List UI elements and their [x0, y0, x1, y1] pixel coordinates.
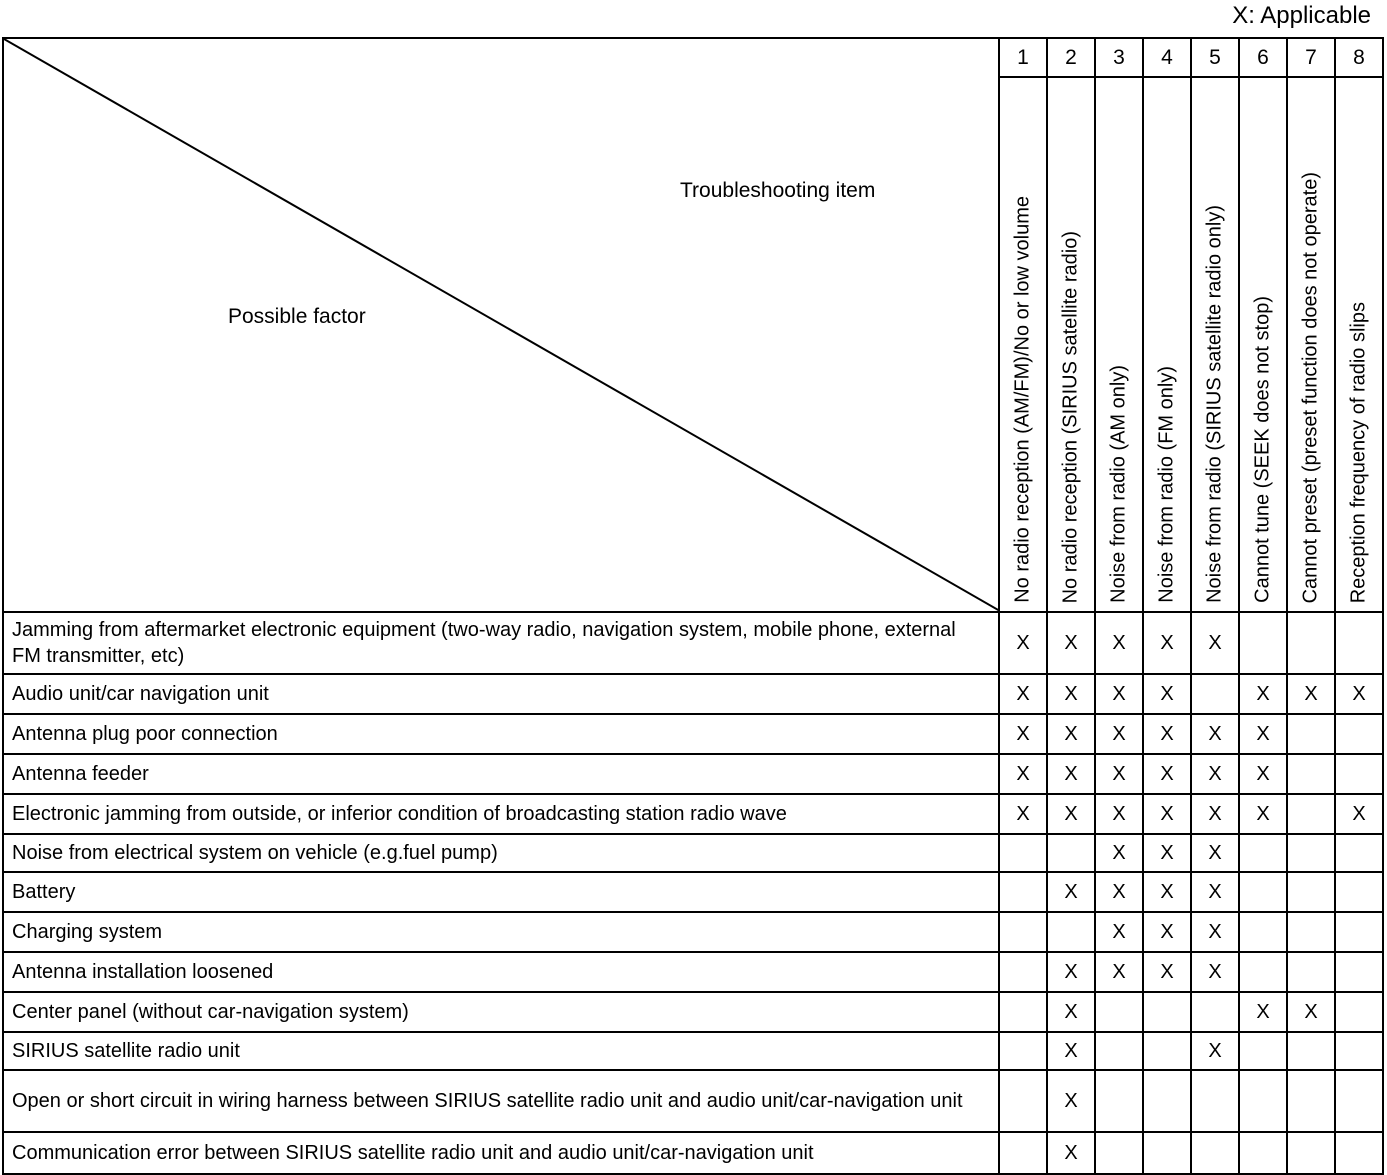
applicable-mark-col-2: X: [1047, 754, 1095, 794]
applicable-mark-col-8: [1335, 714, 1383, 754]
applicable-mark-col-2: X: [1047, 1132, 1095, 1174]
applicable-mark-col-3: X: [1095, 952, 1143, 992]
possible-factor-cell: Battery: [3, 872, 999, 912]
applicable-mark-col-5: [1191, 674, 1239, 714]
applicable-mark-col-4: X: [1143, 952, 1191, 992]
column-label: Noise from radio (AM only): [1107, 365, 1130, 603]
applicable-mark-col-5: [1191, 992, 1239, 1032]
table-row: [3, 952, 1383, 992]
applicable-mark-col-6: X: [1239, 794, 1287, 834]
column-header-6: [1239, 77, 1287, 612]
column-number-2: 2: [1047, 38, 1095, 77]
applicable-mark-col-2: [1047, 834, 1095, 872]
table-row: [3, 714, 1383, 754]
column-header-4: [1143, 77, 1191, 612]
applicable-mark-col-5: X: [1191, 872, 1239, 912]
applicable-mark-col-5: [1191, 1070, 1239, 1132]
possible-factor-cell: Antenna feeder: [3, 754, 999, 794]
troubleshooting-item-label: Troubleshooting item: [680, 179, 876, 202]
applicable-mark-col-5: X: [1191, 794, 1239, 834]
column-number-1: 1: [999, 38, 1047, 77]
applicable-mark-col-3: X: [1095, 794, 1143, 834]
applicable-mark-col-8: [1335, 952, 1383, 992]
applicable-mark-col-4: X: [1143, 834, 1191, 872]
applicable-mark-col-6: X: [1239, 714, 1287, 754]
column-header-1: [999, 77, 1047, 612]
possible-factor-cell: Audio unit/car navigation unit: [3, 674, 999, 714]
applicable-mark-col-1: X: [999, 674, 1047, 714]
table-row: [3, 1032, 1383, 1070]
applicable-mark-col-7: [1287, 872, 1335, 912]
column-label: No radio reception (AM/FM)/No or low volume: [1011, 196, 1034, 603]
applicable-mark-col-4: X: [1143, 754, 1191, 794]
applicable-mark-col-3: X: [1095, 872, 1143, 912]
applicable-mark-col-7: [1287, 794, 1335, 834]
table-row: [3, 834, 1383, 872]
applicable-mark-col-7: [1287, 1070, 1335, 1132]
applicable-mark-col-5: X: [1191, 754, 1239, 794]
applicable-mark-col-6: [1239, 1132, 1287, 1174]
column-number-3: 3: [1095, 38, 1143, 77]
column-header-5: [1191, 77, 1239, 612]
applicable-mark-col-4: X: [1143, 714, 1191, 754]
applicable-mark-col-4: X: [1143, 912, 1191, 952]
applicable-mark-col-5: X: [1191, 834, 1239, 872]
possible-factor-cell: Jamming from aftermarket electronic equipment (two-way radio, navigation system, mobile phone, external FM transmitter, etc): [3, 612, 999, 674]
table-row: [3, 1070, 1383, 1132]
applicable-mark-col-8: [1335, 1070, 1383, 1132]
applicable-mark-col-3: X: [1095, 834, 1143, 872]
column-header-7: [1287, 77, 1335, 612]
applicable-mark-col-3: X: [1095, 674, 1143, 714]
applicable-mark-col-3: [1095, 1032, 1143, 1070]
applicable-mark-col-7: X: [1287, 992, 1335, 1032]
applicable-mark-col-8: X: [1335, 674, 1383, 714]
column-header-3: [1095, 77, 1143, 612]
possible-factor-cell: Electronic jamming from outside, or inferior condition of broadcasting station radio wave: [3, 794, 999, 834]
legend-applicable: X: Applicable: [1232, 2, 1371, 29]
applicable-mark-col-2: [1047, 912, 1095, 952]
applicable-mark-col-1: [999, 992, 1047, 1032]
applicable-mark-col-3: [1095, 992, 1143, 1032]
applicable-mark-col-5: X: [1191, 714, 1239, 754]
applicable-mark-col-6: [1239, 952, 1287, 992]
applicable-mark-col-4: X: [1143, 674, 1191, 714]
applicable-mark-col-2: X: [1047, 952, 1095, 992]
applicable-mark-col-6: [1239, 1032, 1287, 1070]
applicable-mark-col-7: [1287, 1132, 1335, 1174]
applicable-mark-col-7: [1287, 1032, 1335, 1070]
applicable-mark-col-6: [1239, 1070, 1287, 1132]
column-number-7: 7: [1287, 38, 1335, 77]
applicable-mark-col-8: [1335, 834, 1383, 872]
applicable-mark-col-2: X: [1047, 992, 1095, 1032]
column-label: Cannot preset (preset function does not operate): [1299, 171, 1322, 603]
column-label: Noise from radio (SIRIUS satellite radio only): [1203, 205, 1226, 603]
applicable-mark-col-7: [1287, 912, 1335, 952]
applicable-mark-col-5: X: [1191, 912, 1239, 952]
applicable-mark-col-2: X: [1047, 612, 1095, 674]
applicable-mark-col-3: X: [1095, 754, 1143, 794]
table-row: [3, 674, 1383, 714]
applicable-mark-col-1: [999, 1070, 1047, 1132]
applicable-mark-col-8: [1335, 754, 1383, 794]
column-number-8: 8: [1335, 38, 1383, 77]
column-label: Reception frequency of radio slips: [1347, 301, 1370, 603]
table-row: [3, 612, 1383, 674]
applicable-mark-col-4: [1143, 992, 1191, 1032]
table-row: [3, 754, 1383, 794]
applicable-mark-col-6: [1239, 834, 1287, 872]
column-label: No radio reception (SIRIUS satellite radio): [1059, 230, 1082, 603]
possible-factor-cell: Charging system: [3, 912, 999, 952]
applicable-mark-col-6: [1239, 612, 1287, 674]
applicable-mark-col-6: [1239, 912, 1287, 952]
applicable-mark-col-1: [999, 1132, 1047, 1174]
possible-factor-cell: Antenna installation loosened: [3, 952, 999, 992]
applicable-mark-col-6: [1239, 872, 1287, 912]
applicable-mark-col-8: [1335, 1132, 1383, 1174]
possible-factor-cell: Noise from electrical system on vehicle (e.g.fuel pump): [3, 834, 999, 872]
applicable-mark-col-8: X: [1335, 794, 1383, 834]
possible-factor-cell: Antenna plug poor connection: [3, 714, 999, 754]
applicable-mark-col-5: X: [1191, 1032, 1239, 1070]
applicable-mark-col-4: [1143, 1032, 1191, 1070]
table-row: [3, 992, 1383, 1032]
applicable-mark-col-3: X: [1095, 912, 1143, 952]
applicable-mark-col-8: [1335, 612, 1383, 674]
applicable-mark-col-4: [1143, 1132, 1191, 1174]
possible-factor-cell: Communication error between SIRIUS satellite radio unit and audio unit/car-navigation unit: [3, 1132, 999, 1174]
applicable-mark-col-1: X: [999, 714, 1047, 754]
column-header-2: [1047, 77, 1095, 612]
applicable-mark-col-4: X: [1143, 872, 1191, 912]
column-number-row: [3, 38, 1383, 77]
possible-factor-cell: Center panel (without car-navigation system): [3, 992, 999, 1032]
applicable-mark-col-3: [1095, 1070, 1143, 1132]
applicable-mark-col-2: X: [1047, 714, 1095, 754]
applicable-mark-col-4: X: [1143, 612, 1191, 674]
diagonal-header-cell: [3, 38, 999, 612]
applicable-mark-col-3: X: [1095, 612, 1143, 674]
possible-factor-label: Possible factor: [228, 305, 366, 328]
column-header-8: [1335, 77, 1383, 612]
possible-factor-cell: SIRIUS satellite radio unit: [3, 1032, 999, 1070]
applicable-mark-col-6: X: [1239, 674, 1287, 714]
applicable-mark-col-1: [999, 1032, 1047, 1070]
column-number-6: 6: [1239, 38, 1287, 77]
applicable-mark-col-8: [1335, 912, 1383, 952]
applicable-mark-col-7: [1287, 834, 1335, 872]
troubleshooting-table: [2, 37, 1384, 1175]
applicable-mark-col-6: X: [1239, 992, 1287, 1032]
applicable-mark-col-2: X: [1047, 674, 1095, 714]
applicable-mark-col-1: [999, 912, 1047, 952]
applicable-mark-col-5: X: [1191, 612, 1239, 674]
applicable-mark-col-3: [1095, 1132, 1143, 1174]
applicable-mark-col-2: X: [1047, 1032, 1095, 1070]
applicable-mark-col-8: [1335, 992, 1383, 1032]
applicable-mark-col-2: X: [1047, 872, 1095, 912]
column-label: Cannot tune (SEEK does not stop): [1251, 296, 1274, 603]
table-row: [3, 794, 1383, 834]
applicable-mark-col-1: X: [999, 794, 1047, 834]
applicable-mark-col-7: [1287, 754, 1335, 794]
applicable-mark-col-1: [999, 952, 1047, 992]
applicable-mark-col-2: X: [1047, 794, 1095, 834]
applicable-mark-col-4: [1143, 1070, 1191, 1132]
applicable-mark-col-6: X: [1239, 754, 1287, 794]
column-number-4: 4: [1143, 38, 1191, 77]
column-number-5: 5: [1191, 38, 1239, 77]
applicable-mark-col-7: X: [1287, 674, 1335, 714]
applicable-mark-col-7: [1287, 952, 1335, 992]
diagonal-line: [4, 39, 999, 611]
possible-factor-cell: Open or short circuit in wiring harness between SIRIUS satellite radio unit and audio unit/car-navigation unit: [3, 1070, 999, 1132]
table-row: [3, 872, 1383, 912]
applicable-mark-col-1: [999, 834, 1047, 872]
applicable-mark-col-1: X: [999, 612, 1047, 674]
applicable-mark-col-8: [1335, 872, 1383, 912]
applicable-mark-col-1: [999, 872, 1047, 912]
applicable-mark-col-5: X: [1191, 952, 1239, 992]
table-body: [3, 612, 1383, 1174]
table-row: [3, 912, 1383, 952]
applicable-mark-col-3: X: [1095, 714, 1143, 754]
applicable-mark-col-7: [1287, 612, 1335, 674]
column-label: Noise from radio (FM only): [1155, 366, 1178, 603]
applicable-mark-col-1: X: [999, 754, 1047, 794]
applicable-mark-col-2: X: [1047, 1070, 1095, 1132]
applicable-mark-col-8: [1335, 1032, 1383, 1070]
table-row: [3, 1132, 1383, 1174]
applicable-mark-col-4: X: [1143, 794, 1191, 834]
applicable-mark-col-7: [1287, 714, 1335, 754]
applicable-mark-col-5: [1191, 1132, 1239, 1174]
